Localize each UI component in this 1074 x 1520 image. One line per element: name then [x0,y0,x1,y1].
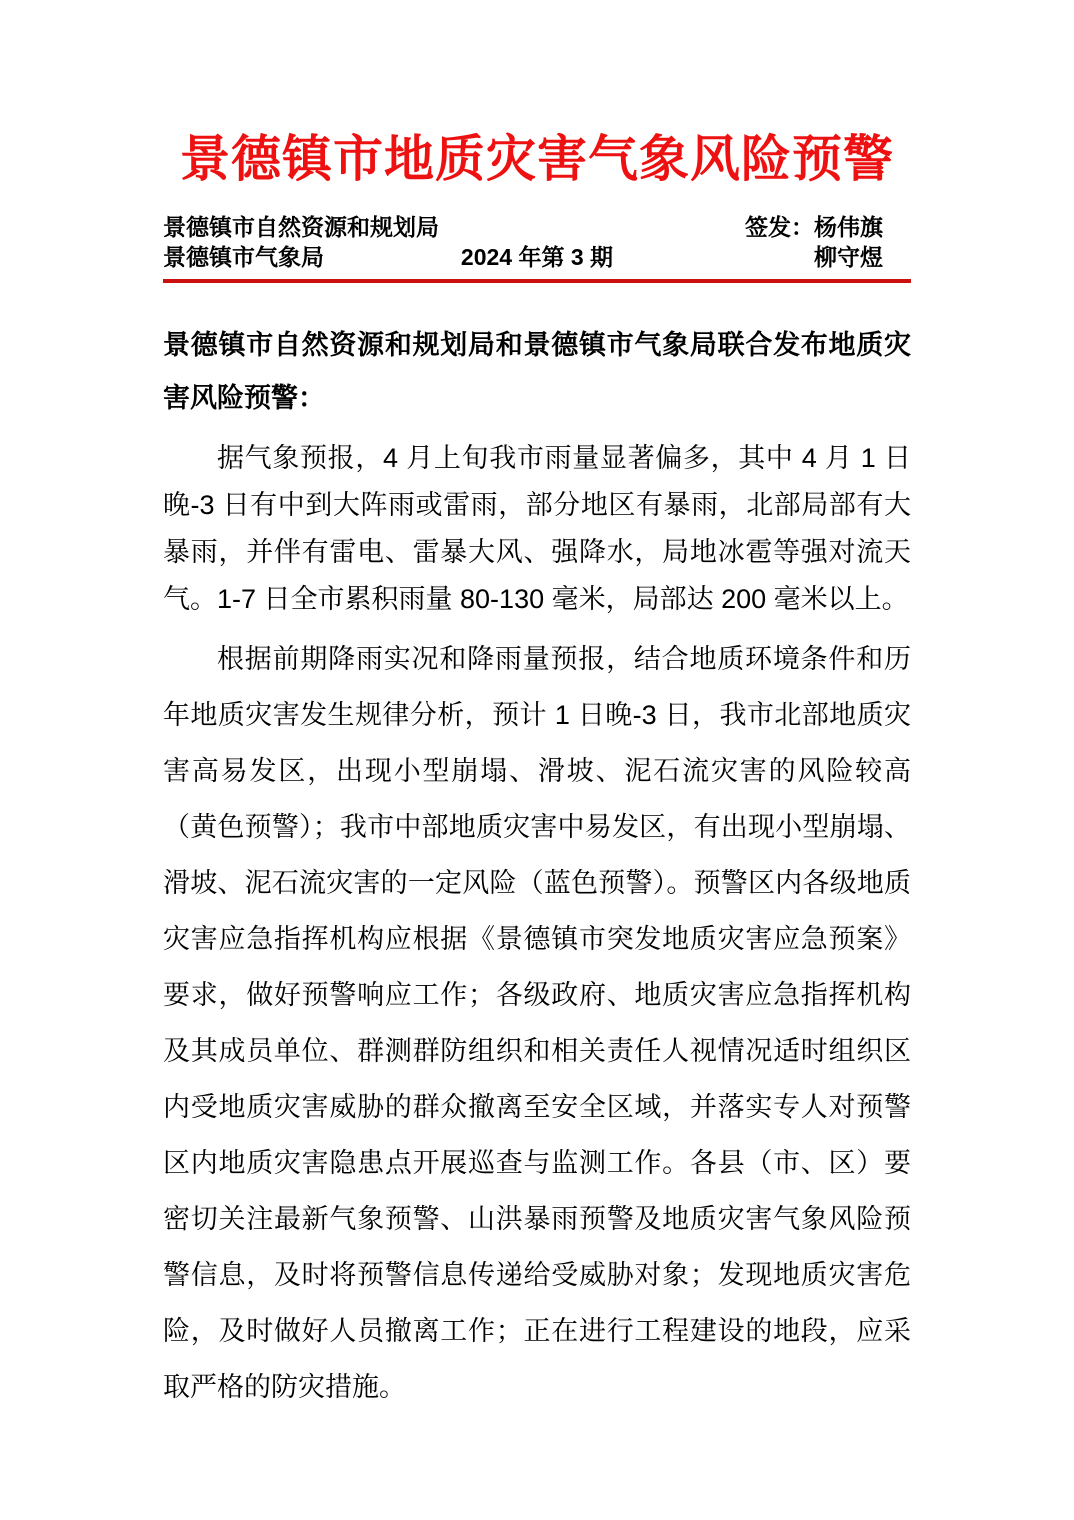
issue-number: 2024 年第 3 期 [460,244,614,270]
issuing-org-2: 景德镇市气象局 [163,244,324,270]
document-content [163,0,911,1415]
issuing-orgs [163,212,461,272]
masthead [163,212,911,272]
intro-paragraph: 景德镇市自然资源和规划局和景德镇市气象局联合发布地质灾害风险预警： [163,330,911,413]
page-title: 景德镇市地质灾害气象风险预警 [180,131,894,187]
masthead-divider [163,279,911,283]
signature-block [613,212,911,272]
signer-line-1: 签发：杨伟旗 [745,214,883,240]
issuing-org-1: 景德镇市自然资源和规划局 [163,214,439,240]
weather-forecast-paragraph: 据气象预报，4 月上旬我市雨量显著偏多，其中 4 月 1 日晚-3 日有中到大阵雨或雷雨，部分地区有暴雨，北部局部有大暴雨，并伴有雷电、雷暴大风、强降水，局地冰雹等强对流天气。1-7 日全市累积雨量 80-130 毫米，局部达 200 毫米以上。 [163,443,911,614]
risk-warning-paragraph: 根据前期降雨实况和降雨量预报，结合地质环境条件和历年地质灾害发生规律分析，预计 1 日晚-3 日，我市北部地质灾害高易发区，出现小型崩塌、滑坡、泥石流灾害的风险较高（黄色预警）；我市中部地质灾害中易发区，有出现小型崩塌、滑坡、泥石流灾害的一定风险（蓝色预警）。预警区内各级地质灾害应急指挥机构应根据《景德镇市突发地质灾害应急预案》要求，做好预警响应工作；各级政府、地质灾害应急指挥机构及其成员单位、群测群防组织和相关责任人视情况适时组织区内受地质灾害威胁的群众撤离至安全区域，并落实专人对预警区内地质灾害隐患点开展巡查与监测工作。各县（市、区）要密切关注最新气象预警、山洪暴雨预警及地质灾害气象风险预警信息，及时将预警信息传递给受威胁对象；发现地质灾害危险，及时做好人员撤离工作；正在进行工程建设的地段，应采取严格的防灾措施。 [163,644,911,1402]
signer-line-2: 柳守煜 [814,244,883,270]
